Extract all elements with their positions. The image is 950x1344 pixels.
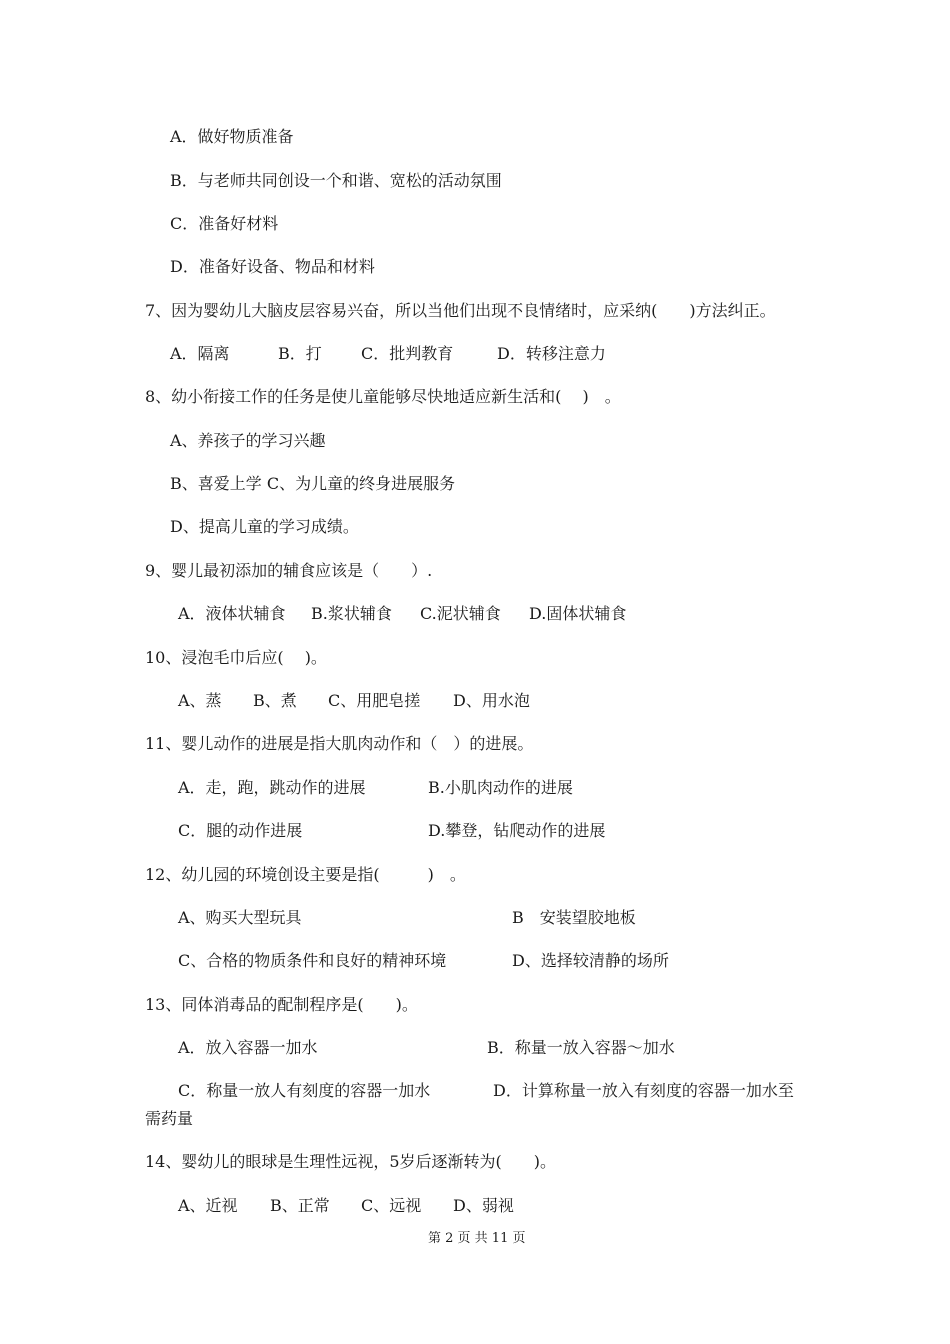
q6-option-c: C．准备好材料 (170, 214, 279, 233)
q11-option-c: C．腿的动作进展 (178, 821, 303, 840)
q9-option-d: D.固体状辅食 (529, 604, 627, 623)
q9-option-a: A．液体状辅食 (178, 604, 286, 623)
q11-option-a: A．走，跑，跳动作的进展 (178, 778, 366, 797)
q12-option-a: A、购买大型玩具 (178, 908, 302, 927)
q7-option-d: D．转移注意力 (497, 344, 606, 363)
page-number-footer: 第 2 页 共 11 页 (428, 1231, 526, 1246)
q10-stem: 10、浸泡毛巾后应( )。 (145, 648, 327, 667)
q8-option-bc: B、喜爱上学 C、为儿童的终身进展服务 (170, 474, 456, 493)
q6-option-d: D．准备好设备、物品和材料 (170, 257, 375, 276)
q12-stem: 12、幼儿园的环境创设主要是指( ) 。 (145, 865, 466, 884)
q7-stem: 7、因为婴幼儿大脑皮层容易兴奋，所以当他们出现不良情绪时，应采纳( )方法纠正。 (145, 301, 776, 320)
q13-option-c: C．称量一放人有刻度的容器一加水 (178, 1081, 431, 1100)
q13-option-d-continuation: 需药量 (145, 1109, 194, 1128)
q7-option-a: A．隔离 (170, 344, 230, 363)
q14-option-b: B、正常 (270, 1196, 330, 1215)
q10-option-c: C、用肥皂搓 (328, 691, 421, 710)
q13-stem: 13、同体消毒品的配制程序是( )。 (145, 995, 418, 1014)
q13-option-a: A．放入容器一加水 (178, 1038, 318, 1057)
q13-option-b: B．称量一放入容器～加水 (487, 1038, 675, 1057)
q8-option-d: D、提高儿童的学习成绩。 (170, 517, 359, 536)
q10-option-b: B、煮 (253, 691, 297, 710)
q8-option-a: A、养孩子的学习兴趣 (170, 431, 326, 450)
q9-option-c: C.泥状辅食 (420, 604, 501, 623)
q13-option-d: D．计算称量一放入有刻度的容器一加水至 (493, 1081, 794, 1100)
q14-option-a: A、近视 (178, 1196, 238, 1215)
q10-option-a: A、蒸 (178, 691, 222, 710)
q14-stem: 14、婴幼儿的眼球是生理性远视，5岁后逐渐转为( )。 (145, 1152, 557, 1171)
q7-option-b: B．打 (278, 344, 322, 363)
q11-stem: 11、婴儿动作的进展是指大肌肉动作和（ ）的进展。 (145, 734, 534, 753)
q14-option-d: D、弱视 (453, 1196, 514, 1215)
q12-option-c: C、合格的物质条件和良好的精神环境 (178, 951, 447, 970)
q7-option-c: C．批判教育 (361, 344, 454, 363)
q6-option-a: A．做好物质准备 (170, 127, 294, 146)
q9-option-b: B.浆状辅食 (311, 604, 392, 623)
q11-option-d: D.攀登，钻爬动作的进展 (428, 821, 606, 840)
q14-option-c: C、远视 (361, 1196, 422, 1215)
q9-stem: 9、婴儿最初添加的辅食应该是（ ）. (145, 561, 433, 580)
q6-option-b: B．与老师共同创设一个和谐、宽松的活动氛围 (170, 171, 502, 190)
q11-option-b: B.小肌肉动作的进展 (428, 778, 573, 797)
q8-stem: 8、幼小衔接工作的任务是使儿童能够尽快地适应新生活和( ) 。 (145, 387, 621, 406)
q10-option-d: D、用水泡 (453, 691, 530, 710)
q12-option-b: B 安装望胶地板 (512, 908, 636, 927)
q12-option-d: D、选择较清静的场所 (512, 951, 669, 970)
